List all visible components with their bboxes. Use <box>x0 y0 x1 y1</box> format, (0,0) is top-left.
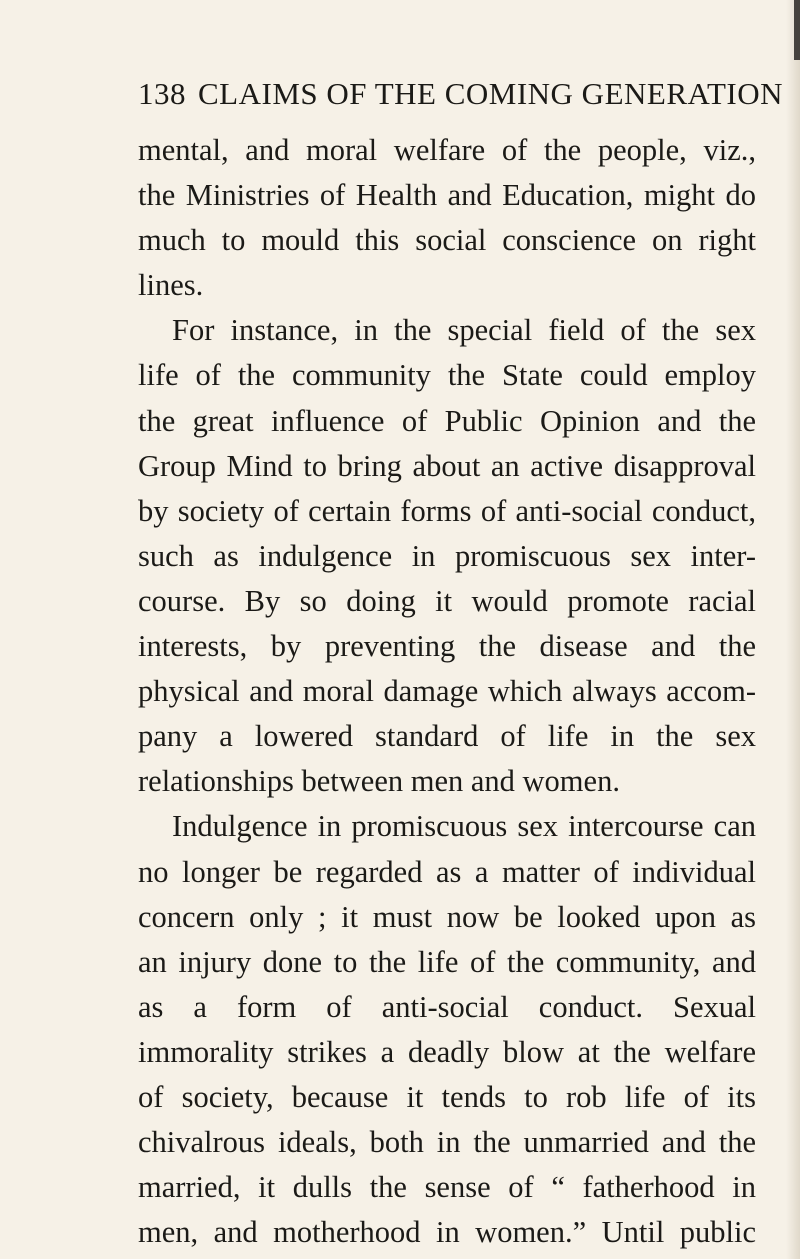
text-line: Group Mind to bring about an active disapproval <box>138 448 756 483</box>
text-line: course. By so doing it would promote racial <box>138 583 756 618</box>
text-line: an injury done to the life of the community, and <box>138 944 756 979</box>
page-edge-mark <box>794 0 800 60</box>
text-line: life of the community the State could employ <box>138 358 756 393</box>
text-line: married, it dulls the sense of “ fatherhood in <box>138 1170 756 1205</box>
text-line: no longer be regarded as a matter of individual <box>138 854 756 889</box>
text-line: concern only ; it must now be looked upon as <box>138 899 756 934</box>
text-line: relationships between men and women. <box>138 764 620 799</box>
text-line: much to mould this social conscience on right <box>138 223 756 258</box>
page-number: 138 <box>138 76 186 111</box>
text-line: as a form of anti-social conduct. Sexual <box>138 989 756 1024</box>
text-line: Indulgence in promiscuous sex intercourse can <box>172 809 756 844</box>
text-line: immorality strikes a deadly blow at the welfare <box>138 1034 756 1069</box>
text-line: the great influence of Public Opinion and the <box>138 403 756 438</box>
text-line: lines. <box>138 268 204 303</box>
text-line: For instance, in the special field of the sex <box>172 313 756 348</box>
text-line: pany a lowered standard of life in the sex <box>138 719 756 754</box>
body-text <box>138 128 756 1255</box>
text-line: physical and moral damage which always accom- <box>138 674 756 709</box>
text-line: the Ministries of Health and Education, might do <box>138 178 756 213</box>
text-line: by society of certain forms of anti-social conduct, <box>138 493 756 528</box>
text-line: men, and motherhood in women.” Until public <box>138 1215 756 1250</box>
running-title: CLAIMS OF THE COMING GENERATION <box>198 76 783 111</box>
page-edge-shadow <box>786 0 800 1259</box>
running-head <box>138 76 783 112</box>
text-line: mental, and moral welfare of the people, viz., <box>138 133 756 167</box>
text-line: interests, by preventing the disease and the <box>138 629 756 664</box>
text-line: of society, because it tends to rob life of its <box>138 1079 756 1114</box>
text-line: such as indulgence in promiscuous sex inter- <box>138 538 756 573</box>
text-line: chivalrous ideals, both in the unmarried and the <box>138 1125 756 1160</box>
